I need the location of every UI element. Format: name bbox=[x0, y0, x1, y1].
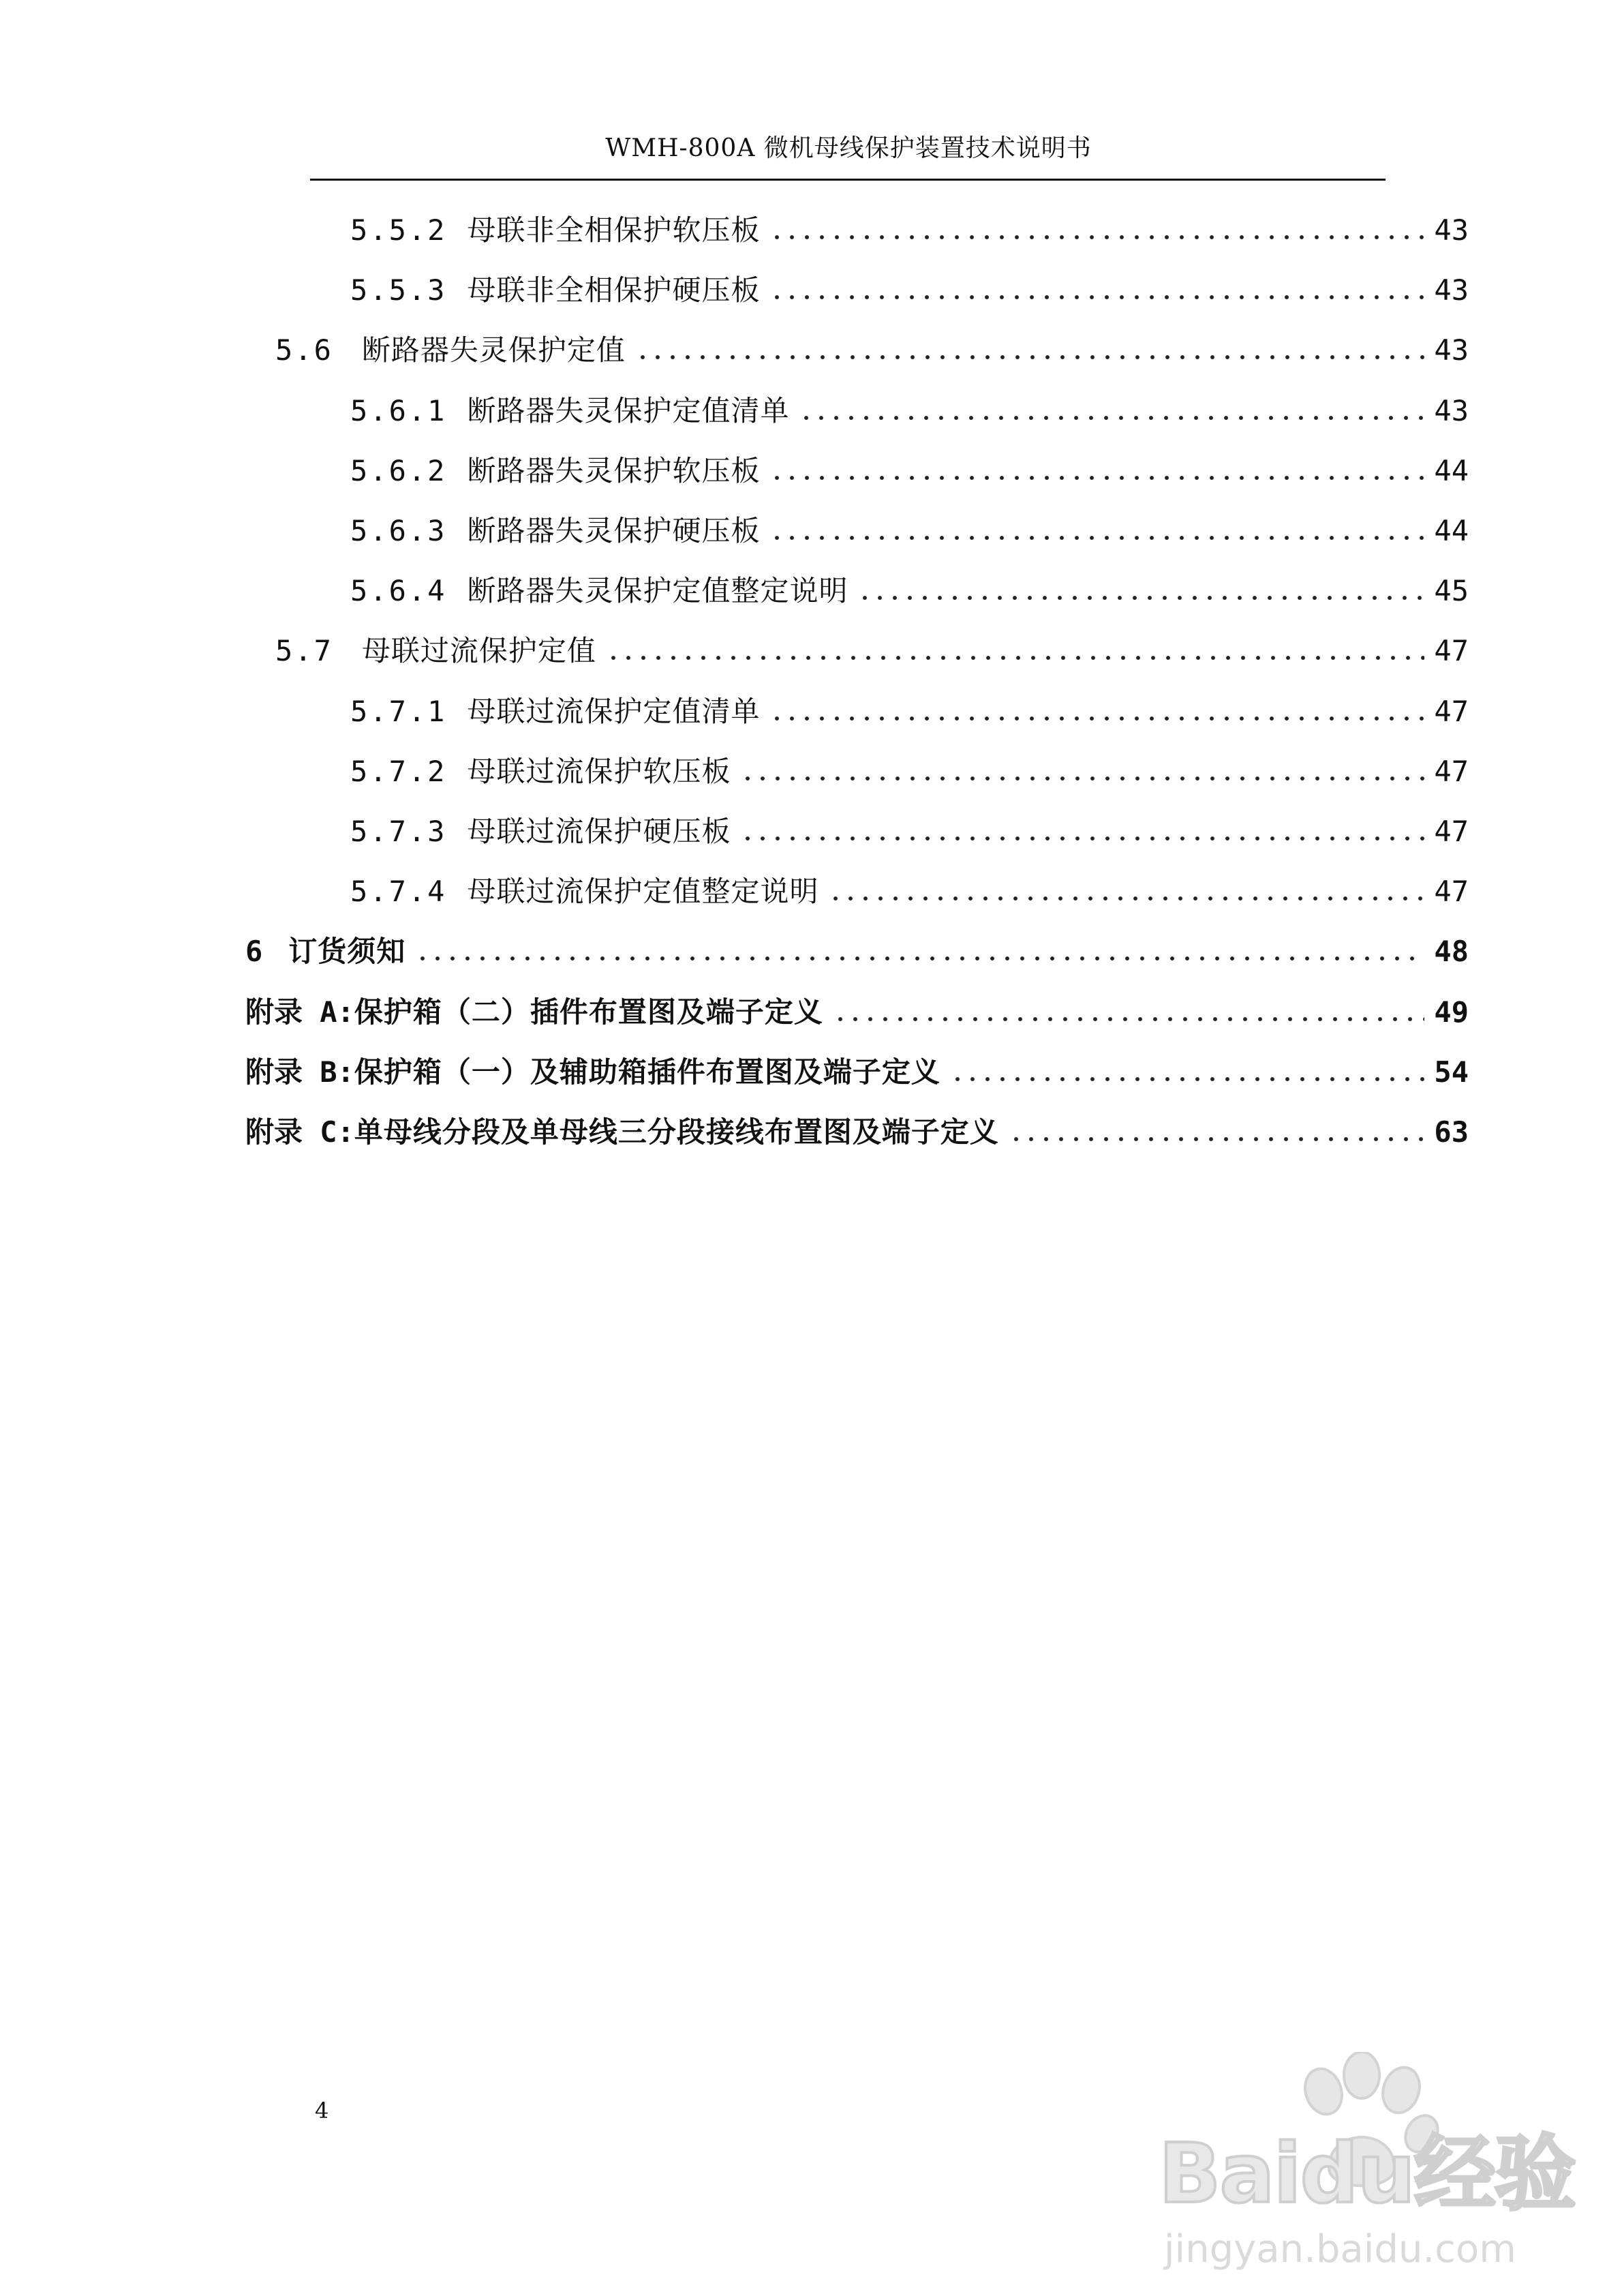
toc-entry-title: 母联过流保护定值整定说明 bbox=[467, 875, 819, 908]
toc-entry[interactable] bbox=[275, 330, 1469, 371]
toc-entry-number: 附录 C: bbox=[245, 1115, 354, 1149]
toc-entry-number: 5.7.2 bbox=[350, 755, 447, 788]
toc-entry-number: 5.7.4 bbox=[350, 875, 447, 908]
toc-entry-title: 断路器失灵保护定值清单 bbox=[467, 394, 790, 427]
toc-entry-title: 断路器失灵保护定值 bbox=[361, 333, 626, 367]
toc-entry-number: 5.6.2 bbox=[350, 454, 447, 487]
toc-entry-page: 47 bbox=[1434, 634, 1469, 667]
toc-entry-number: 5.5.2 bbox=[350, 213, 447, 247]
toc-entry-page: 43 bbox=[1434, 394, 1469, 427]
toc-entry[interactable] bbox=[350, 210, 1469, 251]
toc-entry[interactable] bbox=[350, 270, 1469, 311]
toc-entry-page: 43 bbox=[1434, 213, 1469, 247]
toc-entry-page: 43 bbox=[1434, 333, 1469, 367]
watermark-url: jingyan.baidu.com bbox=[1164, 2227, 1516, 2271]
toc-dot-leader bbox=[635, 354, 1425, 360]
toc-dot-leader bbox=[769, 535, 1424, 541]
toc-entry-page: 44 bbox=[1434, 454, 1469, 487]
toc-entry-page: 47 bbox=[1434, 815, 1469, 848]
toc-entry-title: 保护箱（二）插件布置图及端子定义 bbox=[354, 995, 823, 1029]
toc-entry-page: 54 bbox=[1434, 1055, 1469, 1089]
toc-entry-page: 47 bbox=[1434, 695, 1469, 728]
toc-entry-title: 母联过流保护定值清单 bbox=[467, 695, 761, 728]
toc-entry[interactable] bbox=[350, 751, 1469, 792]
toc-entry-title: 订货须知 bbox=[288, 935, 406, 968]
toc-entry-number: 5.6.1 bbox=[350, 394, 447, 427]
toc-dot-leader bbox=[833, 1016, 1425, 1022]
toc-entry-page: 49 bbox=[1434, 995, 1469, 1029]
toc-entry-title: 母联过流保护定值 bbox=[361, 634, 596, 667]
toc-entry-number: 5.7.1 bbox=[350, 695, 447, 728]
toc-entry-number: 5.6.3 bbox=[350, 514, 447, 547]
toc-dot-leader bbox=[828, 896, 1424, 901]
toc-entry-page: 47 bbox=[1434, 875, 1469, 908]
toc-dot-leader bbox=[769, 716, 1424, 721]
toc-entry-page: 48 bbox=[1434, 935, 1469, 968]
toc-dot-leader bbox=[740, 776, 1424, 781]
running-header: WMH-800A 微机母线保护装置技术说明书 bbox=[605, 134, 1092, 162]
toc-entry-title: 断路器失灵保护软压板 bbox=[467, 454, 761, 487]
toc-entry-title: 断路器失灵保护定值整定说明 bbox=[467, 574, 848, 607]
toc-entry[interactable] bbox=[245, 992, 1469, 1033]
toc-entry-page: 45 bbox=[1434, 574, 1469, 607]
toc-entry[interactable] bbox=[350, 811, 1469, 852]
toc-entry[interactable] bbox=[275, 631, 1469, 671]
toc-entry-page: 44 bbox=[1434, 514, 1469, 547]
toc-entry[interactable] bbox=[350, 691, 1469, 732]
toc-dot-leader bbox=[769, 475, 1424, 481]
toc-dot-leader bbox=[769, 294, 1424, 300]
toc-entry-title: 保护箱（一）及辅助箱插件布置图及端子定义 bbox=[354, 1055, 940, 1089]
toc-dot-leader bbox=[769, 235, 1424, 240]
toc-dot-leader bbox=[950, 1076, 1425, 1082]
watermark-brand: Baidu经验 bbox=[1159, 2127, 1575, 2222]
toc-dot-leader bbox=[606, 655, 1425, 661]
toc-entry-title: 母联非全相保护硬压板 bbox=[467, 273, 761, 307]
toc-entry[interactable] bbox=[350, 511, 1469, 552]
toc-entry-title: 单母线分段及单母线三分段接线布置图及端子定义 bbox=[354, 1115, 999, 1149]
toc-entry-number: 5.7 bbox=[275, 634, 333, 667]
toc-entry-number: 5.6.4 bbox=[350, 574, 447, 607]
toc-entry-number: 6 bbox=[245, 935, 263, 968]
toc-dot-leader bbox=[799, 415, 1424, 421]
toc-entry-title: 母联过流保护硬压板 bbox=[467, 815, 731, 848]
toc-entry[interactable] bbox=[245, 1112, 1469, 1153]
toc-entry-page: 43 bbox=[1434, 273, 1469, 307]
toc-dot-leader bbox=[1009, 1136, 1425, 1142]
toc-dot-leader bbox=[740, 836, 1424, 841]
toc-entry[interactable] bbox=[350, 391, 1469, 432]
toc-entry-title: 断路器失灵保护硬压板 bbox=[467, 514, 761, 547]
toc-entry-number: 5.7.3 bbox=[350, 815, 447, 848]
toc-entry-number: 5.6 bbox=[275, 333, 333, 367]
page-number: 4 bbox=[315, 2098, 329, 2124]
toc-entry-title: 母联过流保护软压板 bbox=[467, 755, 731, 788]
toc-entry-title: 母联非全相保护软压板 bbox=[467, 213, 761, 247]
toc-dot-leader bbox=[857, 595, 1424, 601]
toc-entry[interactable] bbox=[245, 1052, 1469, 1093]
toc-entry-number: 附录 B: bbox=[245, 1055, 354, 1089]
baidu-watermark bbox=[1159, 2052, 1581, 2284]
toc-entry-number: 附录 A: bbox=[245, 995, 354, 1029]
toc-entry[interactable] bbox=[350, 871, 1469, 912]
toc-entry-number: 5.5.3 bbox=[350, 273, 447, 307]
toc-entry-page: 47 bbox=[1434, 755, 1469, 788]
toc-entry[interactable] bbox=[350, 571, 1469, 611]
toc-dot-leader bbox=[415, 956, 1424, 961]
toc-entry-page: 63 bbox=[1434, 1115, 1469, 1149]
toc-entry[interactable] bbox=[350, 451, 1469, 492]
toc-entry[interactable] bbox=[245, 931, 1469, 972]
